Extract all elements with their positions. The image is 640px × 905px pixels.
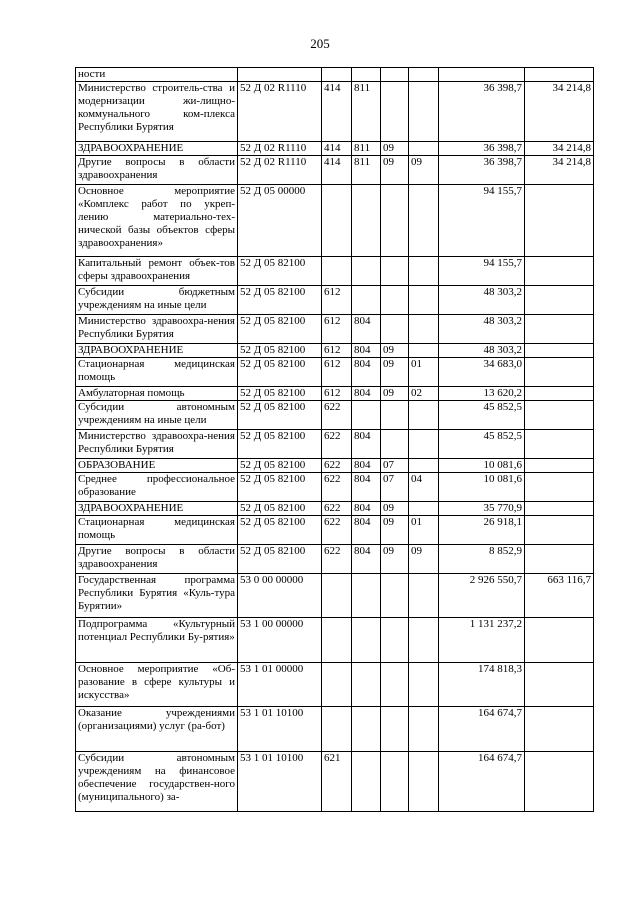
amount-federal bbox=[525, 618, 594, 663]
ministry-code bbox=[352, 286, 381, 315]
table-row bbox=[76, 156, 594, 185]
section-code: 09 bbox=[381, 516, 409, 545]
table-row bbox=[76, 82, 594, 142]
subsection-code: 04 bbox=[409, 473, 439, 502]
amount-federal: 34 214,8 bbox=[525, 156, 594, 185]
ministry-code: 804 bbox=[352, 315, 381, 344]
ministry-code bbox=[352, 185, 381, 257]
ministry-code: 811 bbox=[352, 156, 381, 185]
ministry-code: 804 bbox=[352, 545, 381, 574]
table-row bbox=[76, 257, 594, 286]
ministry-code bbox=[352, 68, 381, 82]
item-name: Капитальный ремонт объек-тов сферы здравоохранения bbox=[76, 257, 238, 286]
item-name: Министерство здравоохра-нения Республики Бурятия bbox=[76, 430, 238, 459]
section-code: 09 bbox=[381, 387, 409, 401]
target-article-code bbox=[238, 68, 322, 82]
amount-total: 174 818,3 bbox=[439, 663, 525, 707]
expense-type-code: 622 bbox=[322, 502, 352, 516]
item-name: ности bbox=[76, 68, 238, 82]
amount-total: 10 081,6 bbox=[439, 473, 525, 502]
expense-type-code: 622 bbox=[322, 516, 352, 545]
target-article-code: 52 Д 05 82100 bbox=[238, 315, 322, 344]
expense-type-code bbox=[322, 68, 352, 82]
ministry-code bbox=[352, 618, 381, 663]
amount-federal bbox=[525, 344, 594, 358]
amount-total bbox=[439, 68, 525, 82]
item-name: Основное мероприятие «Об-разование в сфере культуры и искусства» bbox=[76, 663, 238, 707]
subsection-code bbox=[409, 401, 439, 430]
subsection-code: 01 bbox=[409, 516, 439, 545]
amount-total: 48 303,2 bbox=[439, 344, 525, 358]
amount-federal bbox=[525, 663, 594, 707]
subsection-code bbox=[409, 257, 439, 286]
section-code bbox=[381, 430, 409, 459]
amount-federal bbox=[525, 185, 594, 257]
table-row bbox=[76, 185, 594, 257]
amount-total: 45 852,5 bbox=[439, 401, 525, 430]
target-article-code: 53 1 01 10100 bbox=[238, 707, 322, 752]
item-name: ЗДРАВООХРАНЕНИЕ bbox=[76, 142, 238, 156]
page-number: 205 bbox=[310, 36, 330, 51]
subsection-code bbox=[409, 185, 439, 257]
expense-type-code bbox=[322, 618, 352, 663]
amount-federal bbox=[525, 545, 594, 574]
amount-total: 1 131 237,2 bbox=[439, 618, 525, 663]
expense-type-code: 612 bbox=[322, 358, 352, 387]
subsection-code bbox=[409, 142, 439, 156]
item-name: Стационарная медицинская помощь bbox=[76, 516, 238, 545]
section-code: 07 bbox=[381, 473, 409, 502]
expense-type-code: 414 bbox=[322, 82, 352, 142]
table-row bbox=[76, 401, 594, 430]
expense-type-code: 622 bbox=[322, 545, 352, 574]
item-name: Другие вопросы в области здравоохранения bbox=[76, 156, 238, 185]
table-row bbox=[76, 142, 594, 156]
subsection-code bbox=[409, 286, 439, 315]
amount-federal bbox=[525, 68, 594, 82]
amount-total: 36 398,7 bbox=[439, 82, 525, 142]
target-article-code: 52 Д 05 82100 bbox=[238, 286, 322, 315]
table-row bbox=[76, 707, 594, 752]
amount-total: 34 683,0 bbox=[439, 358, 525, 387]
item-name: ЗДРАВООХРАНЕНИЕ bbox=[76, 502, 238, 516]
target-article-code: 52 Д 02 R1110 bbox=[238, 142, 322, 156]
ministry-code bbox=[352, 401, 381, 430]
item-name: Министерство строитель-ства и модернизации жи-лищно-коммунального ком-плекса Республики Бурятия bbox=[76, 82, 238, 142]
subsection-code bbox=[409, 344, 439, 358]
ministry-code: 811 bbox=[352, 142, 381, 156]
expense-type-code bbox=[322, 707, 352, 752]
section-code bbox=[381, 68, 409, 82]
expense-type-code: 622 bbox=[322, 459, 352, 473]
item-name: Другие вопросы в области здравоохранения bbox=[76, 545, 238, 574]
ministry-code: 804 bbox=[352, 387, 381, 401]
target-article-code: 53 1 00 00000 bbox=[238, 618, 322, 663]
target-article-code: 53 1 01 10100 bbox=[238, 752, 322, 812]
item-name: Субсидии бюджетным учреждениям на иные цели bbox=[76, 286, 238, 315]
table-row bbox=[76, 286, 594, 315]
ministry-code: 804 bbox=[352, 459, 381, 473]
amount-federal bbox=[525, 752, 594, 812]
section-code bbox=[381, 315, 409, 344]
ministry-code bbox=[352, 752, 381, 812]
section-code: 09 bbox=[381, 545, 409, 574]
amount-federal: 34 214,8 bbox=[525, 142, 594, 156]
amount-total: 36 398,7 bbox=[439, 156, 525, 185]
section-code bbox=[381, 401, 409, 430]
amount-federal bbox=[525, 516, 594, 545]
target-article-code: 52 Д 05 82100 bbox=[238, 344, 322, 358]
section-code bbox=[381, 752, 409, 812]
subsection-code bbox=[409, 430, 439, 459]
amount-total: 164 674,7 bbox=[439, 707, 525, 752]
ministry-code: 804 bbox=[352, 473, 381, 502]
subsection-code bbox=[409, 618, 439, 663]
item-name: Оказание учреждениями (организациями) услуг (ра-бот) bbox=[76, 707, 238, 752]
target-article-code: 53 0 00 00000 bbox=[238, 574, 322, 618]
table-row bbox=[76, 459, 594, 473]
amount-total: 45 852,5 bbox=[439, 430, 525, 459]
subsection-code: 09 bbox=[409, 156, 439, 185]
expense-type-code: 622 bbox=[322, 473, 352, 502]
section-code bbox=[381, 618, 409, 663]
target-article-code: 52 Д 05 82100 bbox=[238, 502, 322, 516]
subsection-code bbox=[409, 82, 439, 142]
section-code bbox=[381, 257, 409, 286]
target-article-code: 52 Д 02 R1110 bbox=[238, 156, 322, 185]
item-name: ЗДРАВООХРАНЕНИЕ bbox=[76, 344, 238, 358]
table-row bbox=[76, 502, 594, 516]
amount-federal bbox=[525, 315, 594, 344]
item-name: Министерство здравоохра-нения Республики Бурятия bbox=[76, 315, 238, 344]
target-article-code: 52 Д 05 82100 bbox=[238, 358, 322, 387]
subsection-code bbox=[409, 502, 439, 516]
expense-type-code: 621 bbox=[322, 752, 352, 812]
amount-total: 48 303,2 bbox=[439, 315, 525, 344]
section-code bbox=[381, 82, 409, 142]
table-row bbox=[76, 574, 594, 618]
item-name: Государственная программа Республики Бурятия «Куль-тура Бурятии» bbox=[76, 574, 238, 618]
subsection-code bbox=[409, 574, 439, 618]
subsection-code bbox=[409, 752, 439, 812]
amount-federal: 663 116,7 bbox=[525, 574, 594, 618]
amount-total: 13 620,2 bbox=[439, 387, 525, 401]
target-article-code: 52 Д 05 82100 bbox=[238, 459, 322, 473]
amount-total: 164 674,7 bbox=[439, 752, 525, 812]
section-code: 09 bbox=[381, 358, 409, 387]
subsection-code: 09 bbox=[409, 545, 439, 574]
table-row bbox=[76, 516, 594, 545]
target-article-code: 52 Д 05 00000 bbox=[238, 185, 322, 257]
ministry-code bbox=[352, 663, 381, 707]
target-article-code: 52 Д 05 82100 bbox=[238, 545, 322, 574]
table-row bbox=[76, 752, 594, 812]
expense-type-code: 612 bbox=[322, 315, 352, 344]
amount-federal bbox=[525, 502, 594, 516]
ministry-code: 804 bbox=[352, 516, 381, 545]
section-code: 09 bbox=[381, 344, 409, 358]
amount-federal bbox=[525, 286, 594, 315]
ministry-code: 804 bbox=[352, 430, 381, 459]
ministry-code: 811 bbox=[352, 82, 381, 142]
section-code bbox=[381, 286, 409, 315]
item-name: Субсидии автономным учреждениям на финансовое обеспечение государствен-ного (муниципального) за- bbox=[76, 752, 238, 812]
target-article-code: 52 Д 05 82100 bbox=[238, 430, 322, 459]
amount-federal bbox=[525, 401, 594, 430]
target-article-code: 52 Д 05 82100 bbox=[238, 387, 322, 401]
target-article-code: 53 1 01 00000 bbox=[238, 663, 322, 707]
amount-federal: 34 214,8 bbox=[525, 82, 594, 142]
table-row bbox=[76, 315, 594, 344]
ministry-code bbox=[352, 257, 381, 286]
subsection-code: 01 bbox=[409, 358, 439, 387]
expense-type-code: 622 bbox=[322, 401, 352, 430]
expense-type-code: 414 bbox=[322, 142, 352, 156]
table-row bbox=[76, 618, 594, 663]
amount-federal bbox=[525, 430, 594, 459]
expense-type-code: 612 bbox=[322, 387, 352, 401]
expense-type-code bbox=[322, 574, 352, 618]
section-code: 09 bbox=[381, 502, 409, 516]
section-code bbox=[381, 707, 409, 752]
amount-total: 35 770,9 bbox=[439, 502, 525, 516]
ministry-code bbox=[352, 574, 381, 618]
ministry-code: 804 bbox=[352, 502, 381, 516]
target-article-code: 52 Д 05 82100 bbox=[238, 516, 322, 545]
section-code bbox=[381, 663, 409, 707]
amount-federal bbox=[525, 707, 594, 752]
item-name: ОБРАЗОВАНИЕ bbox=[76, 459, 238, 473]
table-row bbox=[76, 545, 594, 574]
table-row bbox=[76, 473, 594, 502]
expense-type-code: 612 bbox=[322, 344, 352, 358]
amount-total: 94 155,7 bbox=[439, 257, 525, 286]
target-article-code: 52 Д 05 82100 bbox=[238, 257, 322, 286]
subsection-code: 02 bbox=[409, 387, 439, 401]
item-name: Субсидии автономным учреждениям на иные цели bbox=[76, 401, 238, 430]
subsection-code bbox=[409, 663, 439, 707]
table-row bbox=[76, 430, 594, 459]
amount-total: 26 918,1 bbox=[439, 516, 525, 545]
expense-type-code: 622 bbox=[322, 430, 352, 459]
target-article-code: 52 Д 05 82100 bbox=[238, 473, 322, 502]
amount-federal bbox=[525, 459, 594, 473]
amount-total: 2 926 550,7 bbox=[439, 574, 525, 618]
section-code bbox=[381, 185, 409, 257]
item-name: Подпрограмма «Культурный потенциал Республики Бу-рятия» bbox=[76, 618, 238, 663]
item-name: Среднее профессиональное образование bbox=[76, 473, 238, 502]
amount-total: 48 303,2 bbox=[439, 286, 525, 315]
table-row bbox=[76, 68, 594, 82]
subsection-code bbox=[409, 707, 439, 752]
item-name: Основное мероприятие «Комплекс работ по укреп-лению материально-тех-нической базы объектов сферы здравоохранения» bbox=[76, 185, 238, 257]
amount-federal bbox=[525, 387, 594, 401]
target-article-code: 52 Д 02 R1110 bbox=[238, 82, 322, 142]
item-name: Стационарная медицинская помощь bbox=[76, 358, 238, 387]
section-code: 09 bbox=[381, 156, 409, 185]
ministry-code bbox=[352, 707, 381, 752]
section-code: 09 bbox=[381, 142, 409, 156]
section-code bbox=[381, 574, 409, 618]
section-code: 07 bbox=[381, 459, 409, 473]
ministry-code: 804 bbox=[352, 358, 381, 387]
expense-type-code bbox=[322, 257, 352, 286]
amount-federal bbox=[525, 473, 594, 502]
target-article-code: 52 Д 05 82100 bbox=[238, 401, 322, 430]
amount-federal bbox=[525, 257, 594, 286]
expense-type-code: 414 bbox=[322, 156, 352, 185]
subsection-code bbox=[409, 315, 439, 344]
subsection-code bbox=[409, 68, 439, 82]
subsection-code bbox=[409, 459, 439, 473]
amount-total: 94 155,7 bbox=[439, 185, 525, 257]
amount-total: 10 081,6 bbox=[439, 459, 525, 473]
item-name: Амбулаторная помощь bbox=[76, 387, 238, 401]
table-body bbox=[76, 68, 594, 812]
expense-type-code bbox=[322, 185, 352, 257]
amount-federal bbox=[525, 358, 594, 387]
ministry-code: 804 bbox=[352, 344, 381, 358]
expense-type-code: 612 bbox=[322, 286, 352, 315]
table-row bbox=[76, 387, 594, 401]
table-row bbox=[76, 344, 594, 358]
amount-total: 8 852,9 bbox=[439, 545, 525, 574]
budget-table bbox=[75, 67, 594, 812]
table-row bbox=[76, 663, 594, 707]
expense-type-code bbox=[322, 663, 352, 707]
table-row bbox=[76, 358, 594, 387]
amount-total: 36 398,7 bbox=[439, 142, 525, 156]
